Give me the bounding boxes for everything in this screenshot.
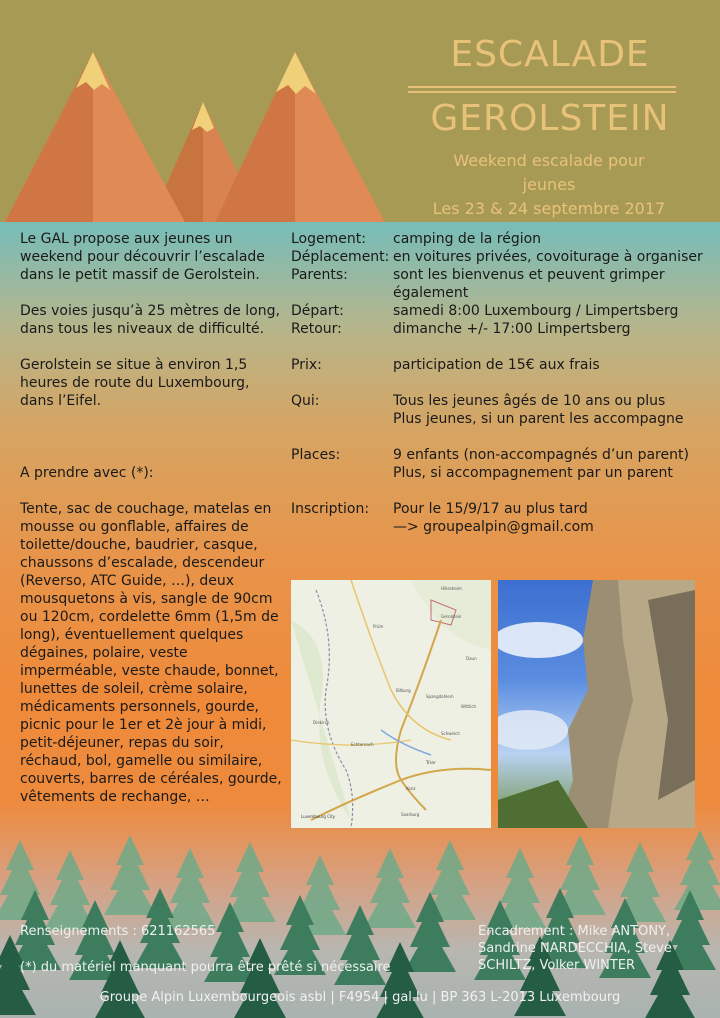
material-note: (*) du matériel manquant pourra être prêté si nécessaire [20, 960, 391, 975]
intro-paragraph-3: Gerolstein se situe à environ 1,5 heures de route du Luxembourg, dans l’Eifel. [20, 357, 250, 409]
map-label-daun: Daun [466, 656, 477, 661]
route-map-graphic [291, 580, 491, 828]
contact-phone: Renseignements : 621162565 [20, 924, 216, 939]
logement-label: Logement: [291, 231, 366, 247]
map-label-wittlich: Wittlich [461, 704, 477, 709]
parents-value: sont les bienvenus et peuvent grimper également [393, 267, 665, 301]
title-escalade: ESCALADE [450, 34, 650, 75]
places-label: Places: [291, 447, 341, 463]
retour-value: dimanche +/- 17:00 Limpertsberg [393, 321, 631, 337]
qui-value-line1: Tous les jeunes âgés de 10 ans ou plus [393, 393, 666, 409]
places-value-line2: Plus, si accompagnement par un parent [393, 465, 673, 481]
depart-label: Départ: [291, 303, 344, 319]
logement-value: camping de la région [393, 231, 542, 247]
inscription-email[interactable]: —> groupealpin@gmail.com [393, 519, 594, 535]
retour-label: Retour: [291, 321, 342, 337]
map-label-bitburg: Bitburg [396, 688, 411, 693]
subtitle-line2: jeunes [522, 175, 576, 194]
map-label-gerolstein: Gerolstein [441, 614, 462, 619]
mountains-illustration [0, 30, 400, 222]
subtitle-line1: Weekend escalade pour [453, 151, 645, 170]
intro-column [20, 230, 282, 806]
deplacement-value: en voitures privées, covoiturage à organiser [393, 249, 703, 265]
prix-value: participation de 15€ aux frais [393, 357, 600, 373]
inscription-value-line1: Pour le 15/9/17 au plus tard [393, 501, 588, 517]
bring-list: Tente, sac de couchage, matelas en mousse ou gonflable, affaires de toilette/douche, baudrier, casque, chaussons d’escalade, descendeur (Reverso, ATC Guide, …), deux mousquetons à vis, sangle de 90cm ou 120cm, cordelette 6mm (1,5m de long), éventuellement quelques dégaines, polaire, veste imperméable, veste chaude, bonnet, lunettes de soleil, crème solaire, médicaments personnels, gourde, picnic pour le 1er et 2è jour à midi, petit-déjeuner, repas du soir, réchaud, bol, gamelle ou similaire, couverts, barres de céréales, gourde, vêtements de rechange, … [20, 501, 282, 805]
qui-value-line2: Plus jeunes, si un parent les accompagne [393, 411, 684, 427]
info-row-inscription [291, 500, 711, 536]
map-label-spangdahlem: Spangdahlem [426, 694, 454, 699]
prix-label: Prix: [291, 357, 322, 373]
info-row-deplacement [291, 248, 711, 266]
map-label-prum: Prüm [373, 624, 384, 629]
qui-label: Qui: [291, 393, 320, 409]
rock-photo [498, 580, 695, 828]
forest-silhouette [0, 800, 720, 1018]
info-row-depart [291, 302, 711, 320]
info-row-qui [291, 392, 711, 428]
deplacement-label: Déplacement: [291, 249, 390, 265]
organization-address: Groupe Alpin Luxembourgeois asbl | F4954 | gal.lu | BP 363 L-2013 Luxembourg [99, 990, 621, 1005]
intro-paragraph-1: Le GAL propose aux jeunes un weekend pour découvrir l’escalade dans le petit massif de Gerolstein. [20, 231, 265, 283]
map-label-echternach: Echternach [351, 742, 374, 747]
map-label-hillesheim: Hillesheim [441, 586, 462, 591]
info-row-places [291, 446, 711, 482]
title-rule-top [408, 86, 676, 88]
route-map [291, 580, 491, 828]
inscription-value [393, 500, 711, 536]
parents-label: Parents: [291, 267, 348, 283]
info-row-logement [291, 230, 711, 248]
map-label-konz: Konz [406, 786, 416, 791]
info-row-retour [291, 320, 711, 338]
title-gerolstein: GEROLSTEIN [430, 98, 670, 139]
info-row-parents [291, 266, 711, 302]
info-column [291, 230, 711, 536]
rock-photo-graphic [498, 580, 695, 828]
title-rule-bottom [408, 91, 676, 93]
qui-value [393, 392, 711, 428]
map-label-diekirch: Diekirch [313, 720, 330, 725]
encadrement: Encadrement : Mike ANTONY, Sandrine NARDECCHIA, Steve SCHILTZ, Volker WINTER [478, 924, 672, 973]
inscription-label: Inscription: [291, 501, 370, 517]
map-label-schweich: Schweich [441, 731, 460, 736]
depart-value: samedi 8:00 Luxembourg / Limpertsberg [393, 303, 679, 319]
places-value [393, 446, 711, 482]
map-label-luxembourg: Luxembourg City [301, 814, 336, 819]
event-dates: Les 23 & 24 septembre 2017 [432, 199, 666, 218]
map-label-trier: Trier [426, 761, 436, 766]
map-label-saarburg: Saarburg [401, 812, 420, 817]
bring-title: A prendre avec (*): [20, 465, 154, 481]
intro-paragraph-2: Des voies jusqu’à 25 mètres de long, dans tous les niveaux de difficulté. [20, 303, 280, 337]
info-row-prix [291, 356, 711, 374]
places-value-line1: 9 enfants (non-accompagnés d’un parent) [393, 447, 689, 463]
header-band [0, 0, 720, 222]
